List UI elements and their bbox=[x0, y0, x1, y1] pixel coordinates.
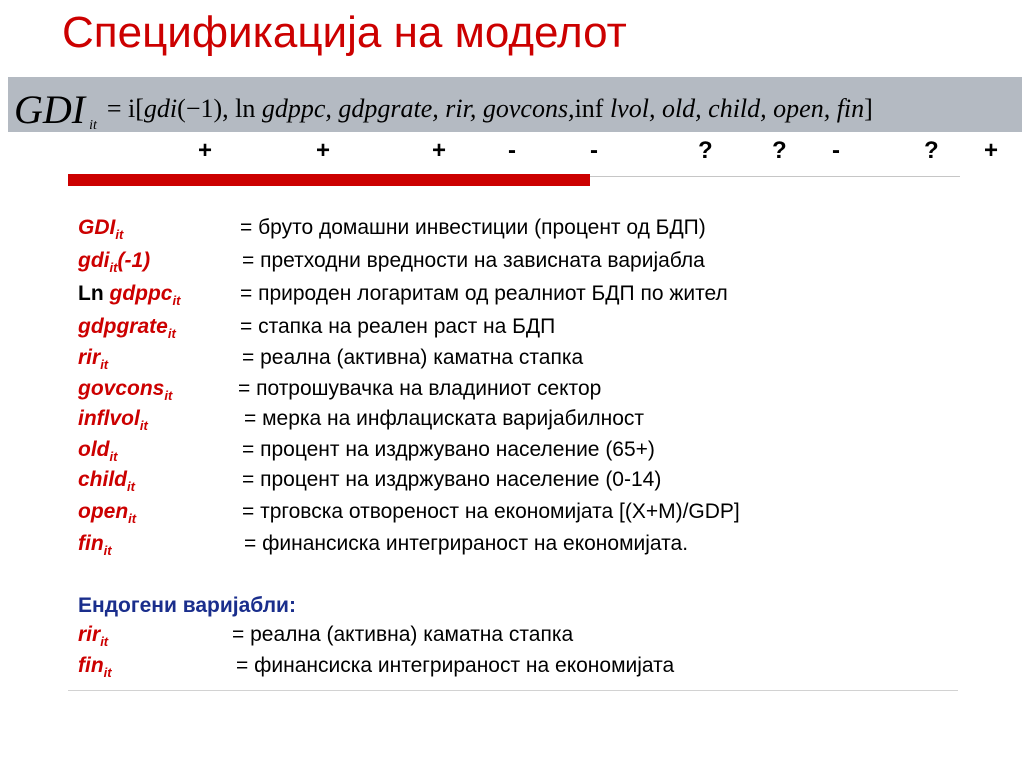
sign-rir: - bbox=[508, 137, 516, 164]
list-item bbox=[0, 466, 1024, 496]
definition-term: old$_{it}$ bbox=[78, 438, 118, 465]
list-item bbox=[0, 436, 1024, 466]
equation-rhs-tail: lvol, old, child, open, fin bbox=[609, 94, 865, 123]
sign-gdpgrate: + bbox=[432, 137, 447, 164]
definition-text: = потрошувачка на владиниот сектор bbox=[238, 377, 602, 400]
definition-term: inflvol$_{it}$ bbox=[78, 407, 148, 434]
equation-rhs-prefix: = i[ bbox=[106, 94, 144, 123]
endogenous-text: = реална (активна) каматна стапка bbox=[232, 623, 574, 646]
sign-govcons: - bbox=[590, 137, 598, 164]
definition-text: = трговска отвореност на економијата [(X+M)/GDP] bbox=[242, 500, 740, 523]
definition-term: govcons$_{it}$ bbox=[78, 377, 173, 404]
equation-rhs-inf: inf bbox=[574, 94, 604, 123]
list-item bbox=[0, 652, 1024, 682]
list-item bbox=[0, 280, 1024, 310]
definition-text: = процент на издржувано население (0-14) bbox=[242, 468, 662, 491]
equation-lhs: GDI bbox=[14, 87, 86, 132]
definition-term: child$_{it}$ bbox=[78, 468, 135, 495]
list-item bbox=[0, 344, 1024, 374]
sign-gdppc: + bbox=[316, 137, 331, 164]
definition-text: = претходни вредности на зависната варијабла bbox=[242, 249, 705, 272]
definition-term: $GDI_{it}$ bbox=[78, 216, 124, 243]
endogenous-text: = финансиска интегрираност на економијата bbox=[236, 654, 675, 677]
sign-old: ? bbox=[772, 137, 787, 164]
list-item bbox=[0, 313, 1024, 343]
list-item bbox=[0, 405, 1024, 435]
sign-open: ? bbox=[924, 137, 939, 164]
endogenous-term: fin$_{it}$ bbox=[78, 654, 112, 681]
slide-title: Спецификација на моделот bbox=[62, 8, 627, 57]
list-item bbox=[0, 621, 1024, 651]
equation-rhs-lag: (−1), ln bbox=[177, 94, 256, 123]
endogenous-heading: Ендогени варијабли: bbox=[78, 594, 296, 617]
sign-child: - bbox=[832, 137, 840, 164]
definition-term: Ln gdppc$_{it}$ bbox=[78, 282, 181, 309]
equation-rhs-close: ] bbox=[864, 94, 873, 123]
sign-inflvol: ? bbox=[698, 137, 713, 164]
endogenous-term: rir$_{it}$ bbox=[78, 623, 109, 650]
sign-gdi-lag: + bbox=[198, 137, 213, 164]
definition-term: gdpgrate$_{it}$ bbox=[78, 315, 176, 342]
definition-text: = финансиска интегрираност на економијата. bbox=[244, 532, 689, 555]
list-item bbox=[0, 530, 1024, 560]
definition-text: = бруто домашни инвестиции (процент од БДП) bbox=[240, 216, 706, 239]
list-item bbox=[0, 214, 1024, 244]
list-item bbox=[0, 247, 1024, 277]
definition-text: = процент на издржувано население (65+) bbox=[242, 438, 655, 461]
definition-term: rir$_{it}$ bbox=[78, 346, 109, 373]
sign-fin: + bbox=[984, 137, 999, 164]
bottom-divider bbox=[68, 690, 958, 691]
equation-lhs-subscript: it bbox=[89, 118, 97, 133]
equation-rhs-gdi: gdi bbox=[143, 94, 178, 123]
definition-text: = мерка на инфлациската варијабилност bbox=[244, 407, 645, 430]
definition-text: = реална (активна) каматна стапка bbox=[242, 346, 584, 369]
equation-rhs-vars: gdppc, gdpgrate, rir, govcons, bbox=[261, 94, 575, 123]
list-item bbox=[0, 498, 1024, 528]
definition-text: = стапка на реален раст на БДП bbox=[240, 315, 556, 338]
definition-text: = природен логаритам од реалниот БДП по жител bbox=[240, 282, 728, 305]
list-item bbox=[0, 375, 1024, 405]
definition-term: fin$_{it}$ bbox=[78, 532, 112, 559]
definition-term: open$_{it}$ bbox=[78, 500, 137, 527]
definition-term: gdi$_{it}$(-1) bbox=[78, 249, 151, 276]
